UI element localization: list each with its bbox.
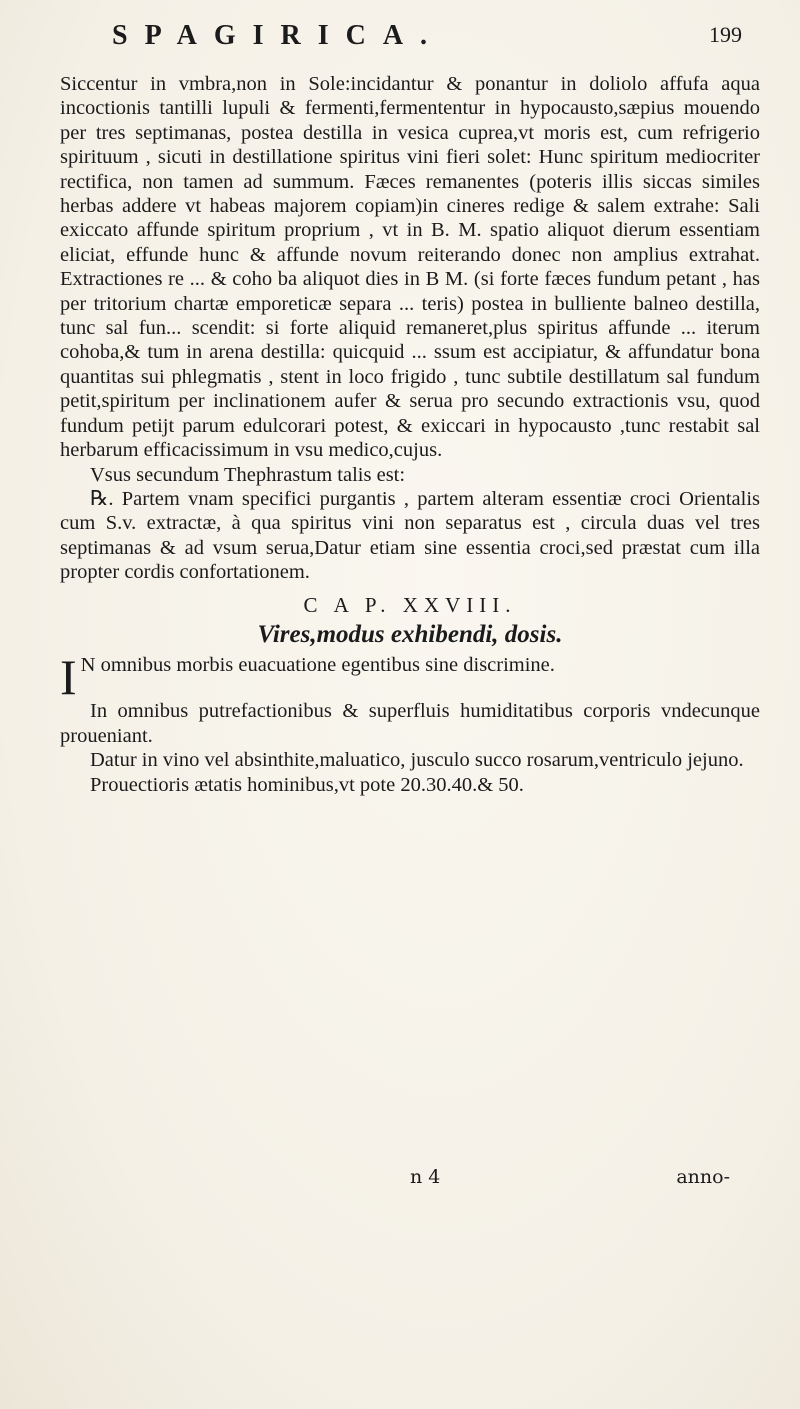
chapter-paragraph-2: Datur in vino vel absinthite,maluatico, jusculo succo rosarum,ventriculo jejuno.: [90, 749, 744, 772]
page-number: 199: [709, 22, 742, 47]
page-footer: [0, 1166, 800, 1194]
signature-mark: n 4: [410, 1166, 441, 1188]
chapter-first-paragraph: [60, 649, 760, 706]
chapter-paragraph-3: Prouectioris ætatis hominibus,vt pote 20.30.40.& 50.: [90, 773, 524, 796]
catchword: anno-: [676, 1166, 730, 1188]
body-text: [60, 72, 760, 797]
chapter-title: Vires,modus exhibendi, dosis.: [257, 620, 563, 648]
chapter-paragraph-1: In omnibus putrefactionibus & superfluis humiditatibus corporis vndecunque proueniant.: [60, 700, 760, 747]
running-title: SPAGIRICA.: [112, 20, 445, 51]
usus-paragraph: Vsus secundum Thephrastum talis est:: [90, 463, 406, 486]
drop-cap: I: [60, 649, 77, 706]
chapter-heading: C A P. XXVIII.: [303, 592, 517, 617]
page-header: [0, 20, 800, 60]
main-paragraph: Siccentur in vmbra,non in Sole:incidantur & ponantur in doliolo affufa aqua incoctionis tantilli lupuli & fermenti,fermententur in hypocausto,sæpius mouendo per tres septimanas, postea destilla in vesica cuprea,vt moris est, cum refrigerio spirituum , sicuti in destillatione spiritus vini fieri solet: Hunc spiritum mediocriter rectifica, non tamen ad summum. Fæces remanentes (poteris illis siccas similes herbas addere vt habeas majorem copiam)in cineres redige & salem extrahe: Sali exiccato affunde spiritum proprium , vt in B. M. spatio aliquot dierum essentiam eliciat, effunde hunc & affunde novum reiterando donec non amplius extrahat. Extractiones re ... & coho ba aliquot dies in B M. (si forte fæces fundum petant , has per tritorium chartæ emporeticæ separa ... teris) postea in bulliente balneo destilla, tunc sal fun... scendit: si forte aliquid remaneret,plus spiritus affunde ... iterum cohoba,& tum in arena destilla: quicquid ... ssum est accipiatur, & affundatur bona quantitas sui phlegmatis , stent in loco frigido , tunc subtile destillatum sal fundum petit,spiritum per inclinationem aufer & serua pro secundo extractionis vsu, quod fundum petijt parum edulcorari potest, & exiccari in hypocausto ,tunc restabit sal herbarum efficacissimum in vsu medico,cujus.: [60, 73, 760, 462]
recipe-paragraph: ℞. Partem vnam specifici purgantis , partem alteram essentiæ croci Orientalis cum S.v. extractæ, à qua spiritus vini non separatus est , circula duas vel tres septimanas & ad vsum serua,Datur etiam sine essentia croci,sed præstat cum illa propter cordis confortationem.: [60, 487, 760, 584]
chapter-first-paragraph-text: N omnibus morbis euacuatione egentibus sine discrimine.: [80, 654, 555, 677]
